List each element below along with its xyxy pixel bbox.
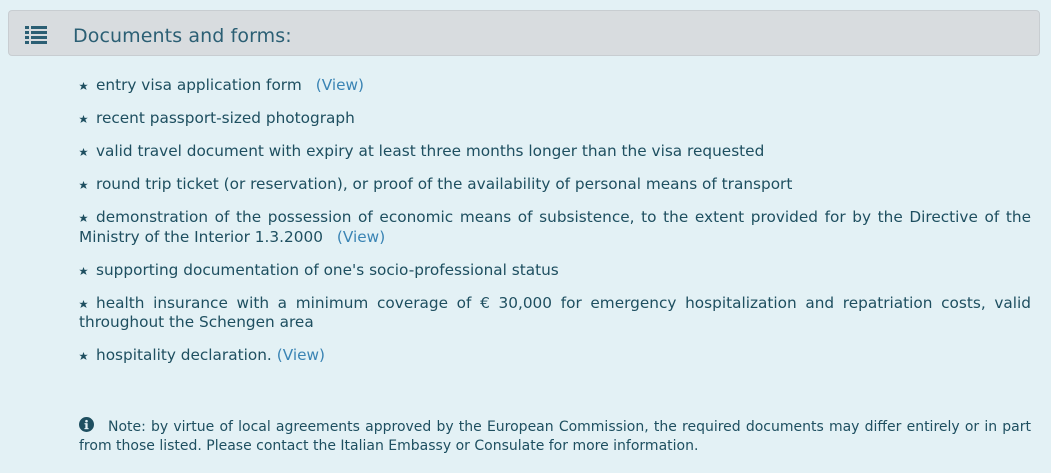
list-item (79, 294, 1031, 333)
bullet-icon (79, 181, 88, 190)
documents-header (8, 10, 1040, 56)
list-item (79, 261, 1031, 281)
bullet-icon (79, 267, 88, 276)
note-text: Note: by virtue of local agreements approved by the European Commission, the required documents may differ entirely or in part from those listed. Please contact the Italian Embassy or Consulate for more information. (79, 419, 1031, 454)
document-text: valid travel document with expiry at least three months longer than the visa requested (96, 142, 765, 160)
bullet-icon (79, 148, 88, 157)
view-link[interactable]: (View) (315, 76, 364, 94)
document-text: demonstration of the possession of economic means of subsistence, to the extent provided for by the Directive of the Ministry of the Interior 1.3.2000 (79, 208, 1031, 246)
document-text: entry visa application form (96, 76, 302, 94)
list-item (79, 346, 1031, 366)
note-box (79, 417, 1031, 455)
list-item (79, 175, 1031, 195)
document-text: supporting documentation of one's socio-professional status (96, 260, 559, 279)
bullet-icon (79, 352, 88, 361)
bullet-icon (79, 214, 88, 223)
document-text: recent passport-sized photograph (96, 109, 355, 127)
document-text: health insurance with a minimum coverage of € 30,000 for emergency hospitalization and repatriation costs, valid throughout the Schengen area (79, 293, 1031, 331)
document-text: round trip ticket (or reservation), or proof of the availability of personal means of transport (96, 175, 793, 193)
view-link[interactable]: (View) (336, 227, 386, 246)
list-icon (25, 26, 47, 44)
list-item (79, 142, 1031, 162)
view-link[interactable]: (View) (276, 346, 325, 364)
section-title: Documents and forms: (73, 25, 292, 47)
document-list (79, 76, 1031, 379)
document-text: hospitality declaration. (96, 346, 272, 364)
bullet-icon (79, 82, 88, 91)
bullet-icon (79, 300, 88, 309)
list-item (79, 109, 1031, 129)
list-item (79, 208, 1031, 247)
info-icon (79, 417, 94, 432)
bullet-icon (79, 115, 88, 124)
list-item (79, 76, 1031, 96)
